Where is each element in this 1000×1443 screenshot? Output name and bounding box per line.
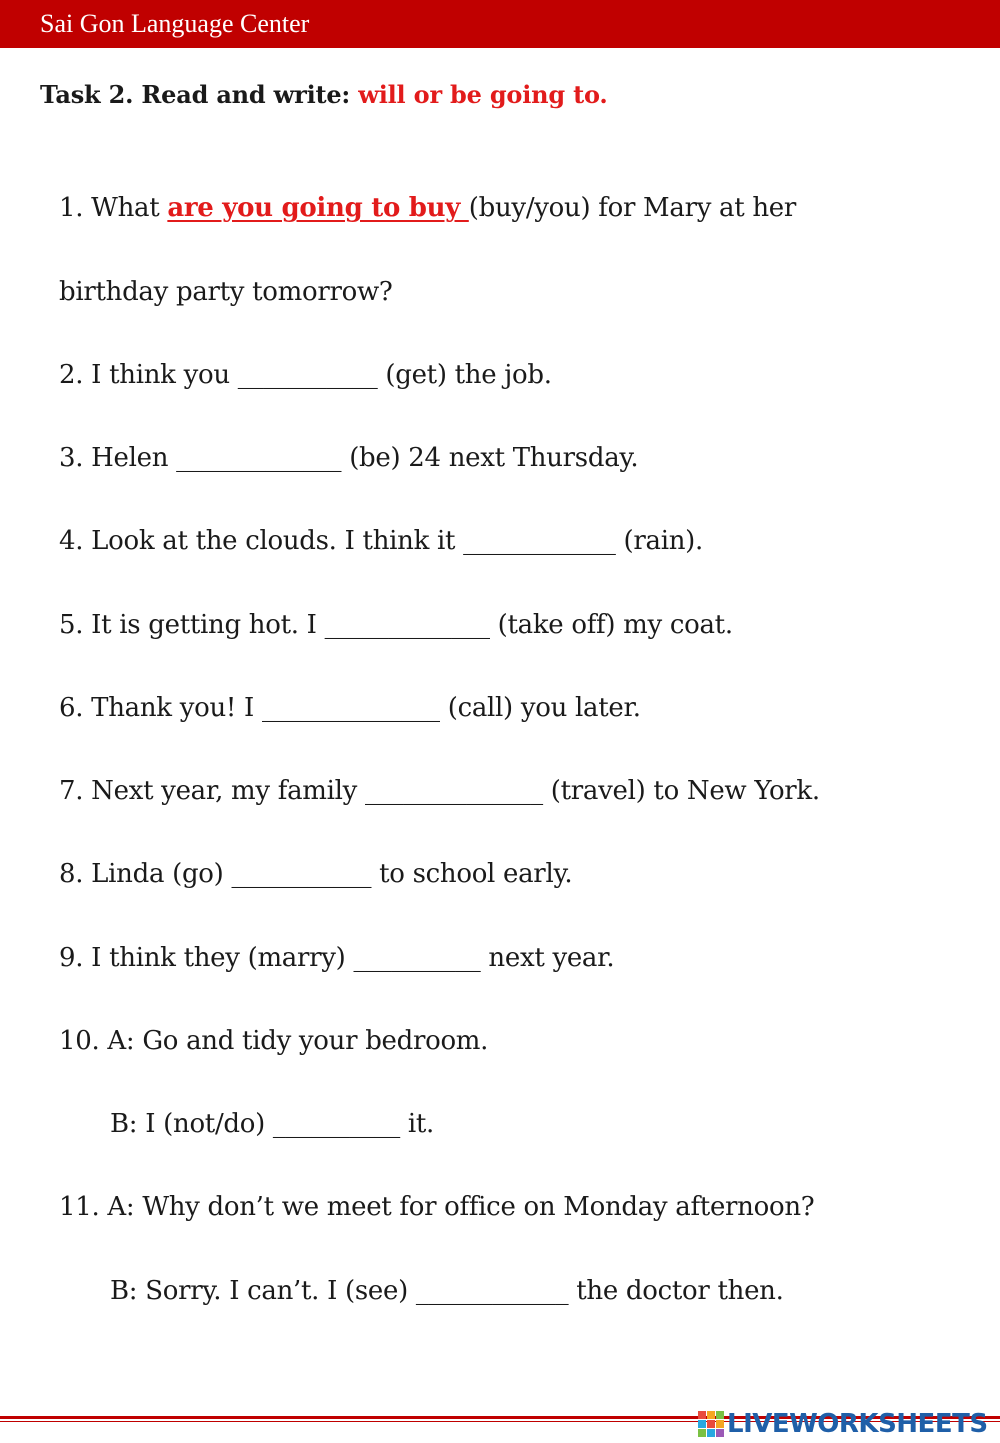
- header-bar: [0, 0, 1000, 48]
- question-11-b: B: Sorry. I can’t. I (see) ____________ the doctor then.: [110, 1276, 784, 1306]
- question-6: 6. Thank you! I ______________ (call) you later.: [59, 693, 641, 723]
- question-11-a: 11. A: Why don’t we meet for office on Monday afternoon?: [59, 1192, 815, 1222]
- task-label: Task 2. Read and write:: [40, 80, 359, 109]
- question-10-a: 10. A: Go and tidy your bedroom.: [59, 1026, 489, 1056]
- question-7: 7. Next year, my family ______________ (travel) to New York.: [59, 776, 820, 806]
- task-heading: [40, 80, 608, 109]
- liveworksheets-blocks-icon: [698, 1411, 724, 1437]
- question-10-b: B: I (not/do) __________ it.: [110, 1109, 435, 1139]
- header-title: Sai Gon Language Center: [40, 9, 310, 38]
- question-1-prefix: 1. What: [59, 193, 168, 223]
- question-9: 9. I think they (marry) __________ next year.: [59, 943, 615, 973]
- question-8: 8. Linda (go) ___________ to school early.: [59, 859, 573, 889]
- question-5: 5. It is getting hot. I _____________ (take off) my coat.: [59, 610, 733, 640]
- logo-text: LIVEWORKSHEETS: [727, 1409, 988, 1439]
- question-3: 3. Helen _____________ (be) 24 next Thursday.: [59, 443, 639, 473]
- task-instruction: will or be going to.: [358, 80, 608, 109]
- question-1: [59, 193, 796, 223]
- question-2: 2. I think you ___________ (get) the job.: [59, 360, 552, 390]
- question-1-suffix: (buy/you) for Mary at her: [468, 193, 797, 223]
- question-1-continued: birthday party tomorrow?: [59, 277, 393, 307]
- question-1-answer: are you going to buy: [167, 193, 469, 223]
- liveworksheets-logo: [698, 1407, 988, 1441]
- question-4: 4. Look at the clouds. I think it ____________ (rain).: [59, 526, 703, 556]
